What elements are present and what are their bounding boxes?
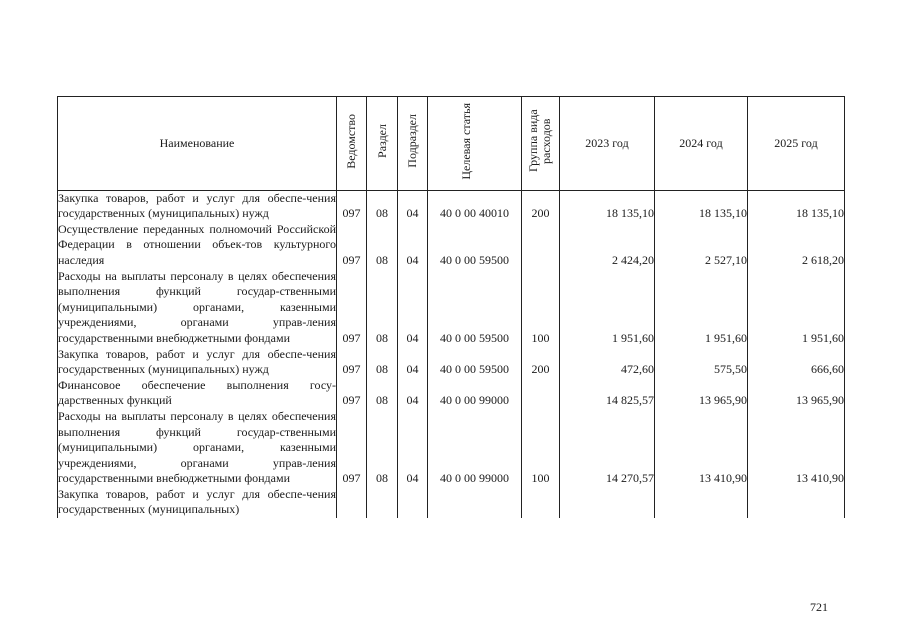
cell-dept: 097: [337, 222, 367, 269]
cell-2025: 13 410,90: [748, 409, 845, 487]
cell-target: 40 0 00 99000: [428, 409, 522, 487]
table-row: [58, 487, 845, 518]
cell-2025: [748, 487, 845, 518]
cell-section: 08: [367, 269, 398, 347]
cell-2024: [655, 487, 748, 518]
cell-name: Финансовое обеспечение выполнения госу-дарственных функций: [58, 377, 336, 408]
cell-target: 40 0 00 99000: [428, 378, 522, 409]
table-row: [58, 409, 845, 487]
cell-name: Осуществление переданных полномочий Российской Федерации в отношении объек-тов культурного наследия: [58, 221, 336, 267]
cell-dept: 097: [337, 378, 367, 409]
cell-target: 40 0 00 59500: [428, 269, 522, 347]
cell-expense-group: [522, 222, 560, 269]
cell-section: 08: [367, 347, 398, 378]
cell-2025: 1 951,60: [748, 269, 845, 347]
cell-2024: 1 951,60: [655, 269, 748, 347]
table-row: [58, 269, 845, 347]
cell-2024: 2 527,10: [655, 222, 748, 269]
cell-dept: 097: [337, 347, 367, 378]
cell-name: Расходы на выплаты персоналу в целях обеспечения выполнения функций государ-ственными (муниципальными) органами, казенными учреждениями, органами управ-ления государственными внебюджетными фондами: [58, 268, 336, 345]
cell-dept: 097: [337, 269, 367, 347]
cell-2024: 18 135,10: [655, 190, 748, 222]
cell-2023: 2 424,20: [560, 222, 655, 269]
cell-2023: 14 825,57: [560, 378, 655, 409]
cell-section: 08: [367, 378, 398, 409]
cell-target: 40 0 00 40010: [428, 190, 522, 222]
header-dept: Ведомство: [337, 97, 367, 191]
table-row: [58, 347, 845, 378]
cell-dept: 097: [337, 190, 367, 222]
cell-dept: [337, 487, 367, 518]
cell-name: Расходы на выплаты персоналу в целях обеспечения выполнения функций государ-ственными (муниципальными) органами, казенными учреждениями, органами управ-ления государственными внебюджетными фондами: [58, 408, 336, 486]
page-number: 721: [810, 600, 828, 614]
cell-expense-group: 200: [522, 347, 560, 378]
cell-2023: [560, 487, 655, 518]
cell-2024: 575,50: [655, 347, 748, 378]
cell-name: Закупка товаров, работ и услуг для обеспе-чения государственных (муниципальных) нужд: [58, 190, 336, 221]
cell-2025: 18 135,10: [748, 190, 845, 222]
cell-subsection: 04: [398, 409, 428, 487]
header-subsection: Подраздел: [398, 97, 428, 191]
cell-target: [428, 487, 522, 518]
cell-subsection: 04: [398, 347, 428, 378]
header-expense-group: Группа вида расходов: [522, 97, 560, 191]
cell-expense-group: 100: [522, 409, 560, 487]
cell-2023: 18 135,10: [560, 190, 655, 222]
header-2023: 2023 год: [560, 97, 655, 191]
cell-subsection: 04: [398, 269, 428, 347]
header-2025: 2025 год: [748, 97, 845, 191]
header-section: Раздел: [367, 97, 398, 191]
cell-subsection: [398, 487, 428, 518]
cell-expense-group: [522, 378, 560, 409]
cell-2023: 472,60: [560, 347, 655, 378]
cell-subsection: 04: [398, 190, 428, 222]
cell-2023: 14 270,57: [560, 409, 655, 487]
cell-section: [367, 487, 398, 518]
cell-section: 08: [367, 190, 398, 222]
cell-expense-group: 200: [522, 190, 560, 222]
cell-2023: 1 951,60: [560, 269, 655, 347]
cell-expense-group: [522, 487, 560, 518]
cell-2025: 2 618,20: [748, 222, 845, 269]
cell-section: 08: [367, 409, 398, 487]
header-row: [58, 97, 845, 191]
cell-subsection: 04: [398, 378, 428, 409]
cell-2024: 13 410,90: [655, 409, 748, 487]
cell-section: 08: [367, 222, 398, 269]
cell-target: 40 0 00 59500: [428, 222, 522, 269]
cell-2024: 13 965,90: [655, 378, 748, 409]
cell-name: Закупка товаров, работ и услуг для обеспе-чения государственных (муниципальных) нужд: [58, 346, 336, 377]
budget-table: [57, 96, 845, 518]
cell-target: 40 0 00 59500: [428, 347, 522, 378]
cell-expense-group: 100: [522, 269, 560, 347]
header-2024: 2024 год: [655, 97, 748, 191]
table-row: [58, 222, 845, 269]
header-target: Целевая статья: [428, 97, 522, 191]
cell-dept: 097: [337, 409, 367, 487]
cell-2025: 666,60: [748, 347, 845, 378]
cell-subsection: 04: [398, 222, 428, 269]
cell-2025: 13 965,90: [748, 378, 845, 409]
table-row: [58, 378, 845, 409]
cell-name: Закупка товаров, работ и услуг для обеспе-чения государственных (муниципальных): [58, 486, 336, 517]
table-row: [58, 190, 845, 222]
header-name: Наименование: [58, 97, 337, 191]
